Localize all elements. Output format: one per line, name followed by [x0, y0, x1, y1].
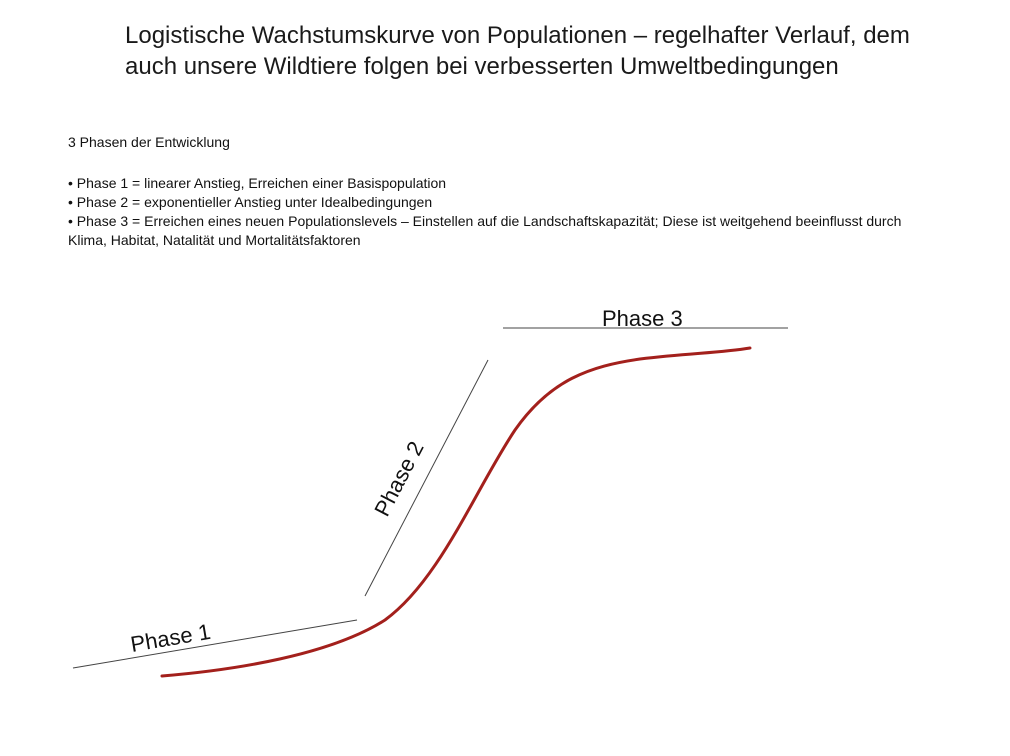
phase-1-guide-line: [73, 620, 357, 668]
phase-2-label: Phase 2: [369, 437, 429, 521]
phase-3-label: Phase 3: [602, 306, 683, 331]
slide-title: Logistische Wachstumskurve von Populationen – regelhafter Verlauf, dem auch unsere Wildtiere folgen bei verbesserten Umweltbedingungen: [125, 22, 910, 80]
phases-heading: 3 Phasen der Entwicklung: [68, 134, 230, 150]
phase-1-description: • Phase 1 = linearer Anstieg, Erreichen einer Basispopulation: [68, 174, 908, 193]
phase-2-description: • Phase 2 = exponentieller Anstieg unter Idealbedingungen: [68, 193, 908, 212]
phase-2-guide-line: [365, 360, 488, 596]
phase-3-description: • Phase 3 = Erreichen eines neuen Populationslevels – Einstellen auf die Landschaftskapazität; Diese ist weitgehend beeinflusst durch Klima, Habitat, Natalität und Mortalitätsfaktoren: [68, 212, 908, 250]
logistic-growth-curve: [162, 348, 750, 676]
phase-1-label: Phase 1: [128, 618, 213, 657]
